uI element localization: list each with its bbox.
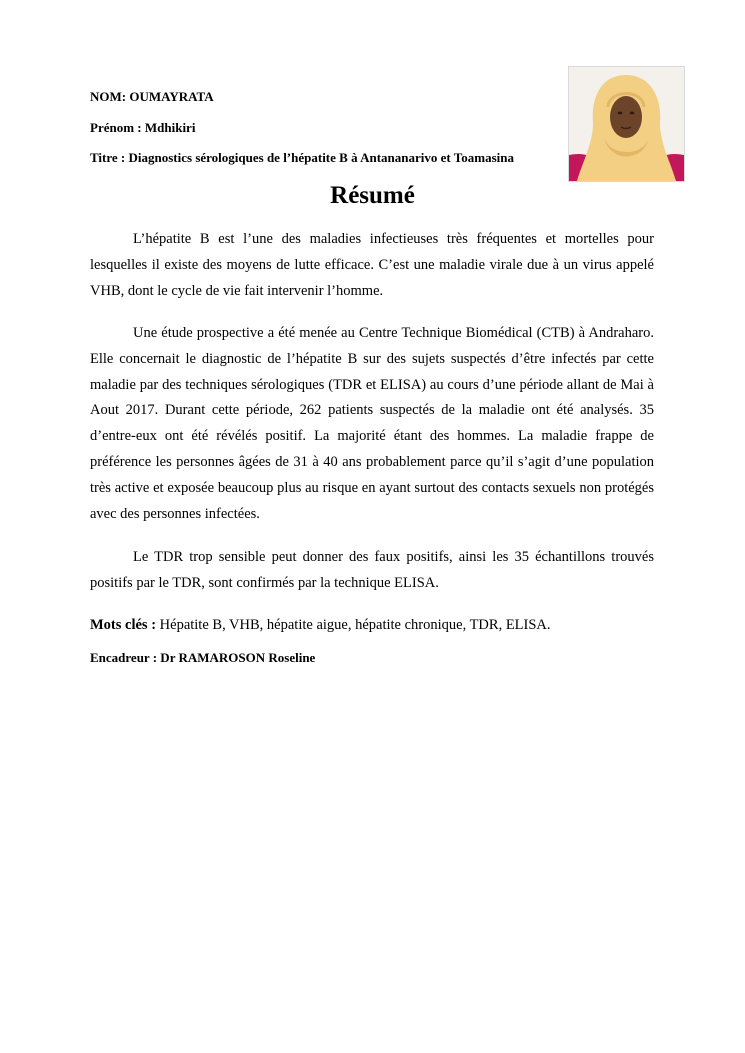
keywords-line [90,617,654,634]
abstract-heading: Résumé [330,182,415,209]
portrait-illustration [569,67,684,181]
keywords-label: Mots clés : [90,617,157,633]
abstract-paragraph-2: Une étude prospective a été menée au Centre Technique Biomédical (CTB) à Andraharo. Elle concernait le diagnostic de l’hépatite B sur des sujets suspectés d’être infectés par cette maladie par des techniques sérologiques (TDR et ELISA) au cours d’une période allant de Mai à Aout 2017. Durant cette période, 262 patients suspectés de la maladie ont été analysés. 35 d’entre-eux ont été révélés positif. La majorité étant des hommes. La maladie frappe de préférence les personnes âgées de 31 à 40 ans probablement parce qu’il s’agit d’une population très active et exposée beaucoup plus au risque en ayant surtout des contacts sexuels non protégés avec des personnes infectées. [90,325,654,522]
supervisor-line: Encadreur : Dr RAMAROSON Roseline [90,650,316,665]
portrait-photo [568,66,685,182]
keywords-text: Hépatite B, VHB, hépatite aigue, hépatite chronique, TDR, ELISA. [156,617,551,633]
thesis-title: Titre : Diagnostics sérologiques de l’hépatite B à Antananarivo et Toamasina [90,150,514,165]
student-firstname: Prénom : Mdhikiri [90,120,196,135]
abstract-paragraph-1: L’hépatite B est l’une des maladies infectieuses très fréquentes et mortelles pour lesquelles il existe des moyens de lutte efficace. C’est une maladie virale due à un virus appelé VHB, dont le cycle de vie fait intervenir l’homme. [90,231,654,299]
abstract-paragraph-3: Le TDR trop sensible peut donner des faux positifs, ainsi les 35 échantillons trouvés positifs par le TDR, sont confirmés par la technique ELISA. [90,549,654,591]
student-lastname: NOM: OUMAYRATA [90,89,214,104]
